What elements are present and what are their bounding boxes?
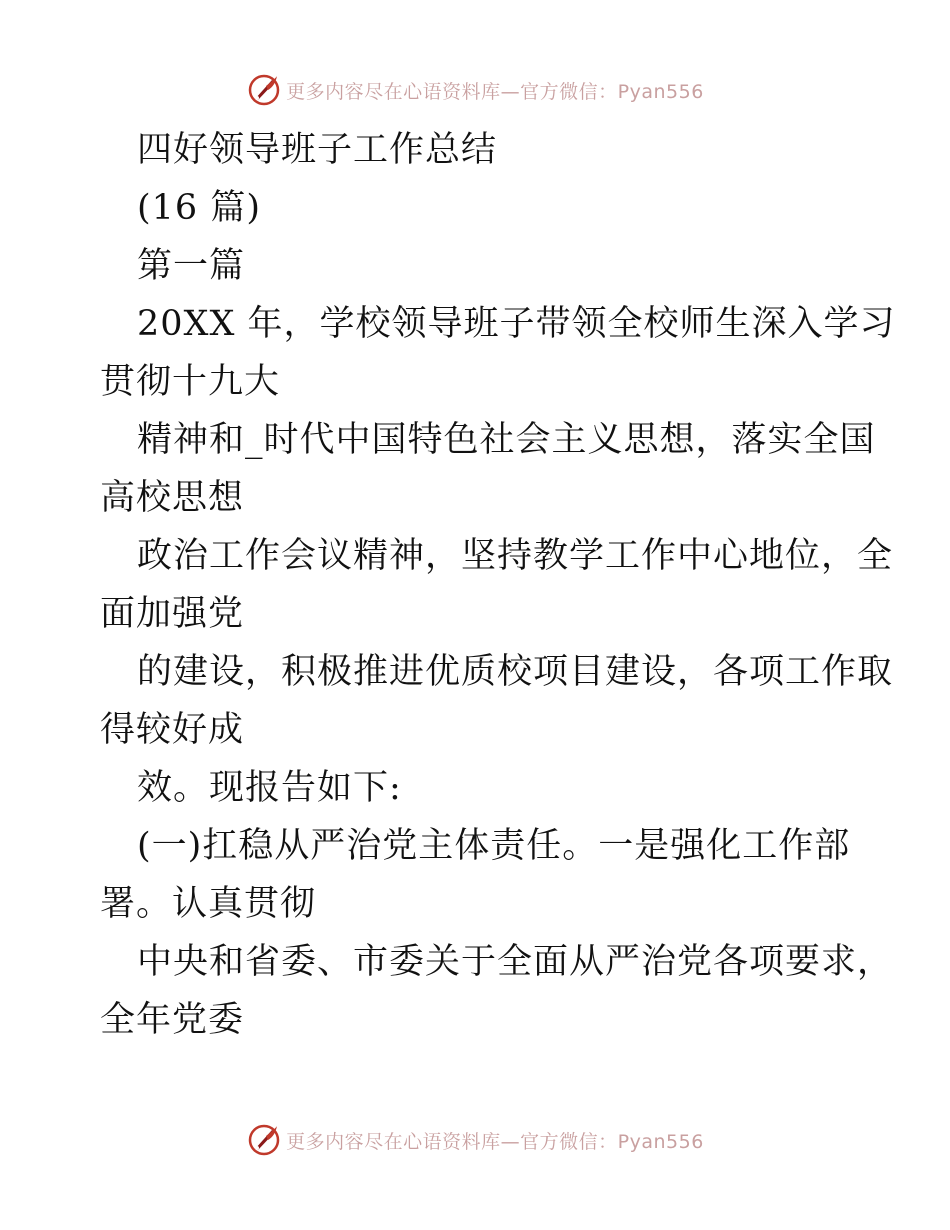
quill-pen-circle-icon [246,1122,282,1158]
watermark-header [0,68,950,112]
paragraph-line: 效。现报告如下: [137,768,402,808]
paragraph-line: 20XX 年，学校领导班子带领全校师生深入学习 [137,304,896,344]
watermark-text: 更多内容尽在心语资料库—官方微信：Pyan556 [286,80,704,103]
watermark-text: 更多内容尽在心语资料库—官方微信：Pyan556 [286,1130,704,1153]
paragraph-line: 高校思想 [100,478,245,518]
watermark-footer [0,1118,950,1162]
document-subtitle: (16 篇) [137,188,261,228]
paragraph-line: 得较好成 [100,710,245,750]
paragraph-line: 政治工作会议精神，坚持教学工作中心地位，全 [137,536,894,576]
paragraph-line: 精神和_时代中国特色社会主义思想，落实全国 [137,420,876,460]
paragraph-line: 的建设，积极推进优质校项目建设，各项工作取 [137,652,894,692]
paragraph-line: 中央和省委、市委关于全面从严治党各项要求， [137,942,894,982]
paragraph-line: 全年党委 [100,1000,245,1040]
document-title: 四好领导班子工作总结 [137,130,498,170]
quill-pen-circle-icon [246,72,282,108]
paragraph-line: 贯彻十九大 [100,362,281,402]
paragraph-line: 署。认真贯彻 [100,884,317,924]
paragraph-line: 面加强党 [100,594,245,634]
paragraph-line: (一)扛稳从严治党主体责任。一是强化工作部 [137,826,851,866]
section-heading: 第一篇 [137,246,246,286]
